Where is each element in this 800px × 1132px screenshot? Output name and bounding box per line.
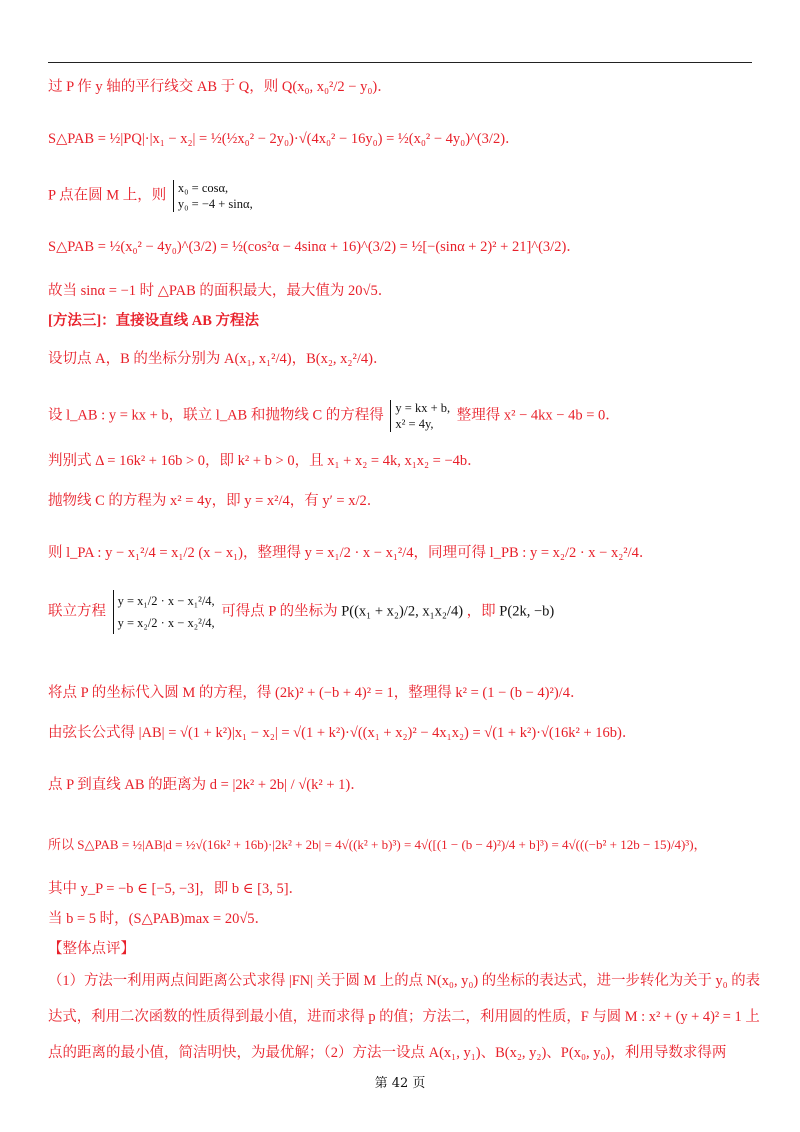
text-line-14: 由弦长公式得 |AB| = √(1 + k²)|x₁ − x₂| = √(1 + k²)·√((x₁ + x₂)² − 4x₁x₂) = √(1 + k²)·√(16k² + 16b)． — [48, 725, 637, 741]
text-line-11: 则 l_PA : y − x₁²/4 = x₁/2 (x − x₁)，整理得 y = x₁/2 · x − x₁²/4，同理可得 l_PB : y = x₂/2 · x − x₂²/4． — [48, 545, 654, 561]
line-parabola-result: 整理得 x² − 4kx − 4b = 0． — [456, 407, 620, 424]
text-line-18: 当 b = 5 时，(S△PAB)max = 20√5． — [48, 911, 270, 927]
text-line-21: 达式，利用二次函数的性质得到最小值，进而求得 p 的值；方法二，利用圆的性质，F 与圆 M : x² + (y + 4)² = 1 上 — [48, 1009, 760, 1025]
line-parabola-system: y = kx + b, x² = 4y, — [390, 400, 450, 432]
overall-review-heading: 【整体点评】 — [48, 941, 135, 957]
method-three-heading: [方法三]：直接设直线 AB 方程法 — [48, 313, 260, 329]
text-line-4: S△PAB = ½(x₀² − 4y₀)^(3/2) = ½(cos²α − 4sinα + 16)^(3/2) = ½[−(sinα + 2)² + 21]^(3/2)． — [48, 239, 581, 255]
p-coord-simpl-prefix: ，即 — [466, 603, 496, 620]
text-line-20: （1）方法一利用两点间距离公式求得 |FN| 关于圆 M 上的点 N(x₀, y₀) 的坐标的表达式，进一步转化为关于 y₀ 的表 — [48, 973, 761, 989]
p-coord-simplified: P(2k, −b) — [499, 603, 555, 620]
text-line-12 — [48, 590, 554, 634]
text-line-16: 所以 S△PAB = ½|AB|d = ½√(16k² + 16b)·|2k² + 2b| = 4√((k² + b)³) = 4√([(1 − (b − 4)²)/4 + b]³) = 4√(((−b² + 12b − 15)/4)³)， — [48, 837, 707, 852]
text-line-9: 判别式 Δ = 16k² + 16b > 0，即 k² + b > 0，且 x₁ + x₂ = 4k, x₁x₂ = −4b． — [48, 453, 482, 469]
text-line-13: 将点 P 的坐标代入圆 M 的方程，得 (2k)² + (−b + 4)² = 1，整理得 k² = (1 − (b − 4)²)/4． — [48, 685, 585, 701]
text-line-22: 点的距离的最小值，简洁明快，为最优解；（2）方法一设点 A(x₁, y₁)、B(x₂, y₂)、P(x₀, y₀)，利用导数求得两 — [48, 1045, 727, 1061]
tangent-system-intro: 联立方程 — [48, 603, 106, 620]
header-rule — [48, 62, 752, 63]
p-coord-prefix: 可得点 P 的坐标为 — [221, 603, 338, 620]
text-line-15: 点 P 到直线 AB 的距离为 d = |2k² + 2b| / √(k² + 1)． — [48, 777, 365, 793]
text-line-3 — [48, 180, 256, 212]
text-line-5: 故当 sinα = −1 时 △PAB 的面积最大，最大值为 20√5． — [48, 283, 393, 299]
circle-param-system: x₀ = cosα, y₀ = −4 + sinα, — [173, 180, 253, 212]
text-line-2: S△PAB = ½|PQ|·|x₁ − x₂| = ½(½x₀² − 2y₀)·√(4x₀² − 16y₀) = ½(x₀² − 4y₀)^(3/2)． — [48, 131, 520, 147]
line-parabola-intro: 设 l_AB : y = kx + b，联立 l_AB 和抛物线 C 的方程得 — [48, 407, 384, 424]
text-line-7: 设切点 A，B 的坐标分别为 A(x₁, x₁²/4)，B(x₂, x₂²/4)． — [48, 351, 388, 367]
page-number: 第 42 页 — [374, 1076, 426, 1091]
p-coord: P((x₁ + x₂)/2, x₁x₂/4) — [341, 603, 464, 620]
text-line-8 — [48, 400, 620, 432]
text-line-10: 抛物线 C 的方程为 x² = 4y，即 y = x²/4，有 y′ = x/2． — [48, 493, 382, 509]
tangent-system: y = x₁/2 · x − x₁²/4, y = x₂/2 · x − x₂²/4, — [113, 590, 215, 634]
text-line-1: 过 P 作 y 轴的平行线交 AB 于 Q，则 Q(x₀, x₀²/2 − y₀)． — [48, 79, 392, 95]
text-line-17: 其中 y_P = −b ∈ [−5, −3]，即 b ∈ [3, 5]． — [48, 881, 304, 897]
circle-param-intro: P 点在圆 M 上，则 — [48, 187, 167, 204]
